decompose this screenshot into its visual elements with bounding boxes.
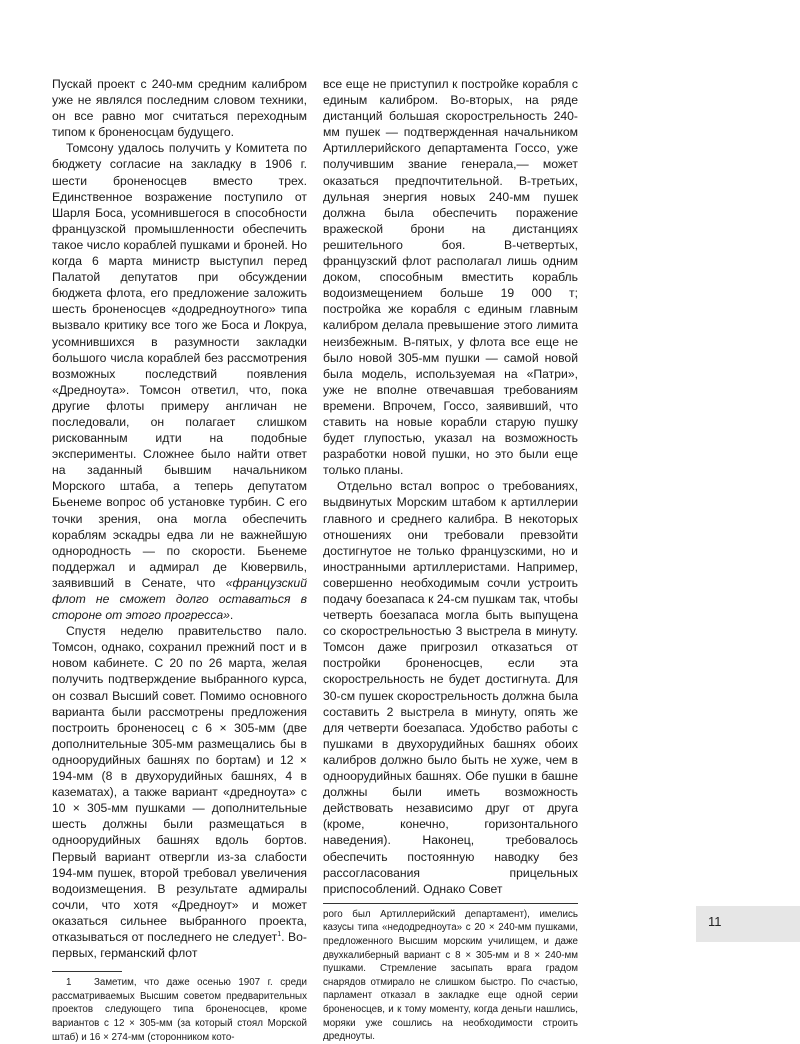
paragraph-text: Томсону удалось получить у Комитета по бюджету согласие на закладку в 1906 г. шести броненосцев вместо трех. Единственное возражение поступило от Шарля Боса, усомнившегося в способности французской промышленности обеспечить такое число кораблей пушками и броней. Но когда 6 марта министр выступил перед Палатой депутатов при обсуждении бюджета флота, его предложение заложить шесть броненосцев «додредноутного» типа вызвало критику все того же Боса и Локруа, усомнившихся в разумности закладки большого числа кораблей без рассмотрения возможных последствий появления «Дредноута». Томсон ответил, что, пока другие флоты примеру англичан не последовали, он полагает слишком рискованным идти на подобные эксперименты. Сложнее было найти ответ на заданный бывшим начальником Морского штаба, а теперь депутатом Бьенеме вопрос об установке турбин. С его точки зрения, она могла обеспечить кораблям эскадры едва ли не важнейшую однородность — по скорости. Бьенеме поддержал и адмирал де Кювервиль, заявивший в Сенате, что bbox=[52, 141, 307, 590]
paragraph: Пускай проект с 240-мм средним калибром уже не являлся последним словом техники, он все равно мог считаться переходным типом к броненосцам будущего. bbox=[52, 77, 307, 140]
footnote-continuation: рого был Артиллерийский департамент), имелись казусы типа «недодредноута» с 20 × 240-мм пушками, предложенного Высшим морским училищем, и даже двухкалиберный вариант с 8 × 305-мм и 8 × 240-мм пушками. Стремление засыпать врага градом снарядов отмирало не слишком быстро. По счастью, парламент отказал в закладке еще одной серии броненосцев, и к тому моменту, когда деньги нашлись, моряки уже сошлись на необходимости строить дредноуты. bbox=[323, 908, 578, 1043]
footnote-divider bbox=[323, 903, 578, 904]
paragraph-text: . Во-первых, германский флот bbox=[52, 929, 307, 961]
left-column bbox=[52, 76, 307, 1044]
paragraph: все еще не приступил к постройке корабля с единым калибром. Во-вторых, на ряде дистанций большая скорострельность 240-мм пушек — подтвержденная начальником Артиллерийского департамента Госсо, уже получившим звание генерала,— может оказаться предпочтительной. В-третьих, дульная энергия новых 240-мм пушек должна была обеспечить поражение вражеской брони на дистанциях решительного боя. В-четвертых, французский флот располагал лишь одним доком, способным вместить корабль водоизмещением больше 19 000 т; постройка же корабля с единым главным калибром делала превышение этого лимита неизбежным. В-пятых, у флота все еще не было новой 305-мм пушки — самой новой была модель, используемая на «Патри», уже не вполне отвечавшая требованиям времени. Впрочем, Госсо, заявивший, что ставить на новые корабли старую пушку будет глупостью, указал на возможность разработки новой пушки, но это были еще только планы. bbox=[323, 77, 578, 478]
footnote-number: 1 bbox=[66, 977, 72, 989]
quote-text: «французский флот не сможет долго оставаться в стороне от этого прогресса» bbox=[52, 575, 307, 623]
footnote-text: Заметим, что даже осенью 1907 г. среди рассматриваемых Высшим советом предварительных проектов следующего типа броненосцев, кроме вариантов с 12 × 305-мм (за который стоял Морской штаб) и 16 × 274-мм (сторонником кото- bbox=[52, 977, 307, 1043]
right-column bbox=[323, 76, 578, 1044]
paragraph: Отдельно встал вопрос о требованиях, выдвинутых Морским штабом к артиллерии главного и среднего калибра. В некоторых отношениях они требовали превзойти достигнутое не только французскими, но и иностранными артиллеристами. Например, совершенно необходимым сочли устроить подачу боезапаса к 24-см пушкам так, чтобы четверть боезапаса могла быть выпущена со скорострельностью 3 выстрела в минуту. Томсон даже пригрозил отказаться от постройки броненосцев, если эта скорострельность не будет достигнута. Для 30-см пушек скорострельность должна была составить 2 выстрела в минуту, опять же для четверти боезапаса. Удобство работы с пушками в двухорудийных башнях обоих калибров должно было быть не хуже, чем в одноорудийных башнях. Обе пушки в башне должны были иметь возможность действовать независимо друг от друга (кроме, конечно, горизонтального наведения). Наконец, требовалось обеспечить постоянную наводку без рассогласования прицельных приспособлений. Однако Совет bbox=[323, 479, 578, 896]
paragraph bbox=[52, 140, 307, 623]
paragraph-text: . bbox=[229, 608, 234, 623]
footnote-divider bbox=[52, 971, 122, 972]
footnote bbox=[52, 976, 307, 1044]
paragraph-text: Спустя неделю правительство пало. Томсон, однако, сохранил прежний пост и в новом кабинете. С 20 по 26 марта, желая получить подтверждение выбранного курса, он созвал Высший совет. Помимо основного варианта были рассмотрены предложения построить броненосец с 6 × 305-мм (две дополнительные 305-мм размещались бы в одноорудийных башнях по бортам) и 12 × 194-мм (8 в двухорудийных башнях, 4 в казематах), а также вариант «дредноута» с 10 × 305-мм пушками — дополнительные шесть должны были размещаться в одноорудийных башнях вдоль бортов. Первый вариант отвергли из-за слабости 194-мм пушек, второй требовал увеличения водоизмещения. В результате адмиралы сочли, что хотя «Дредноут» и может оказаться сильнее выбранного проекта, отказываться от последнего не следует bbox=[52, 624, 307, 944]
page-number: 11 bbox=[708, 914, 722, 929]
paragraph bbox=[52, 623, 307, 961]
footnote-ref[interactable]: 1 bbox=[277, 930, 282, 938]
